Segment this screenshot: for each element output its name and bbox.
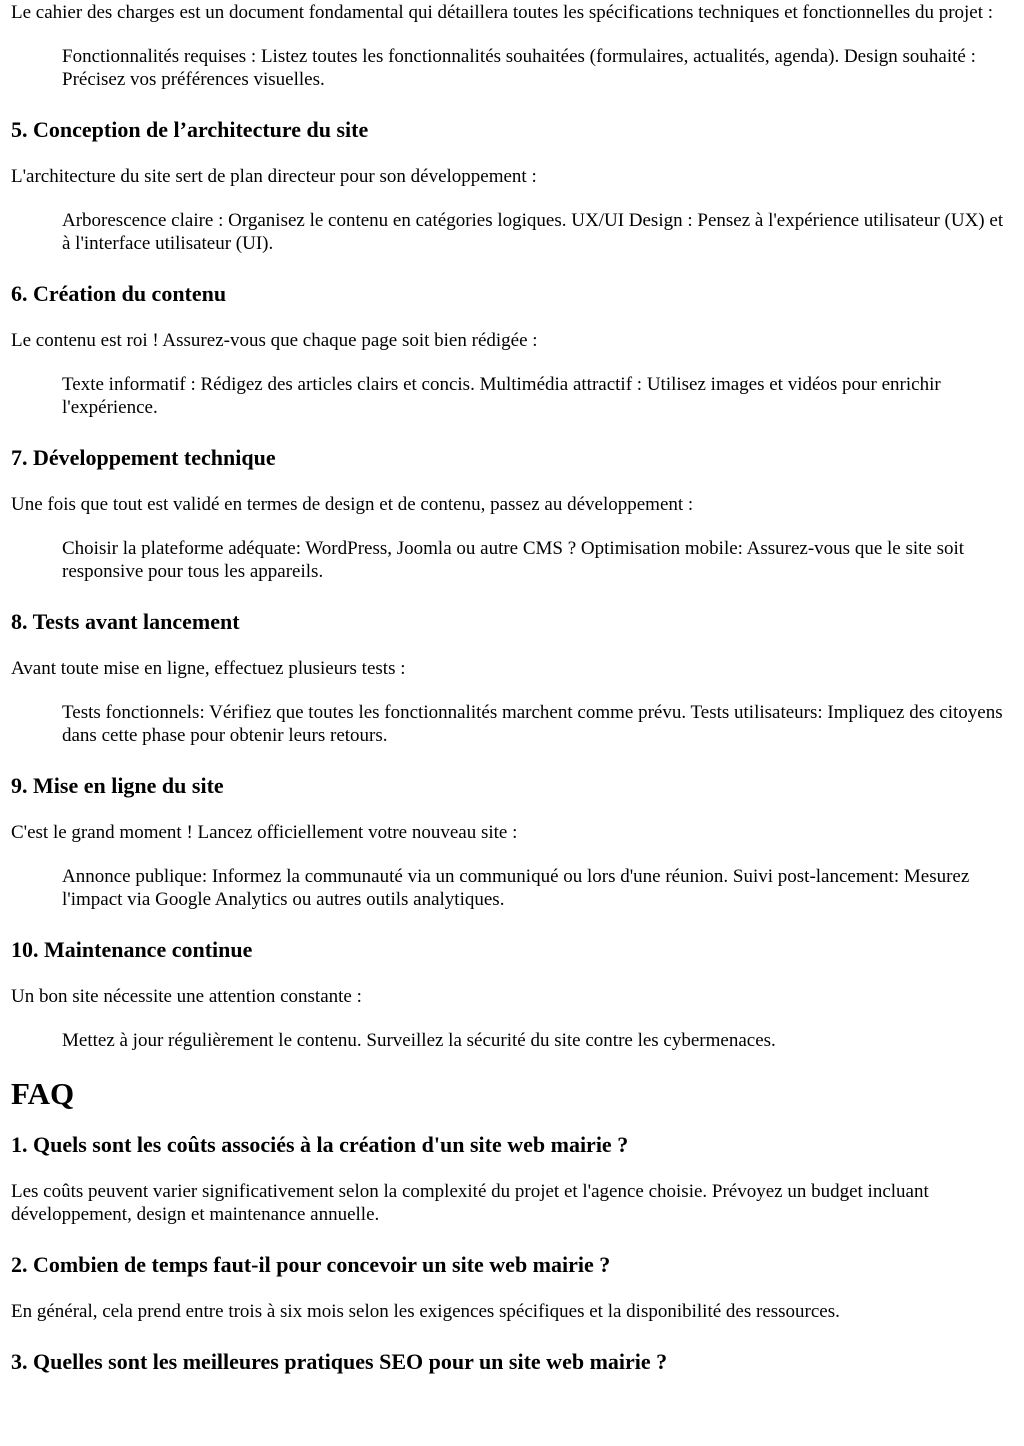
section-blockquote: Annonce publique: Informez la communauté via un communiqué ou lors d'une réunion. Suivi post-lancement: Mesurez l'impact via Google Analytics ou autres outils analytiques. xyxy=(62,866,970,910)
faq-question: 1. Quels sont les coûts associés à la création d'un site web mairie ? xyxy=(11,1132,629,1157)
section-heading-contenu: 6. Création du contenu xyxy=(11,281,227,306)
intro-paragraph: Le cahier des charges est un document fondamental qui détaillera toutes les spécifications techniques et fonctionnelles du projet : xyxy=(11,2,994,23)
section-blockquote: Arborescence claire : Organisez le contenu en catégories logiques. UX/UI Design : Pensez à l'expérience utilisateur (UX) et à l'interface utilisateur (UI). xyxy=(62,210,1004,254)
faq-title: FAQ xyxy=(11,1076,75,1111)
section-blockquote: Mettez à jour régulièrement le contenu. Surveillez la sécurité du site contre les cybermenaces. xyxy=(62,1030,776,1051)
section-heading-architecture: 5. Conception de l’architecture du site xyxy=(11,117,369,142)
faq-answer: En général, cela prend entre trois à six mois selon les exigences spécifiques et la disponibilité des ressources. xyxy=(11,1301,840,1322)
section-heading-developpement: 7. Développement technique xyxy=(11,445,276,470)
section-paragraph: Un bon site nécessite une attention constante : xyxy=(11,986,362,1007)
section-heading-mise-en-ligne: 9. Mise en ligne du site xyxy=(11,773,224,798)
section-blockquote: Choisir la plateforme adéquate: WordPress, Joomla ou autre CMS ? Optimisation mobile: Assurez-vous que le site soit responsive pour tous les appareils. xyxy=(62,538,965,582)
faq-question: 2. Combien de temps faut-il pour concevoir un site web mairie ? xyxy=(11,1252,611,1277)
section-paragraph: Avant toute mise en ligne, effectuez plusieurs tests : xyxy=(11,658,406,679)
faq-question: 3. Quelles sont les meilleures pratiques SEO pour un site web mairie ? xyxy=(11,1349,668,1374)
intro-blockquote: Fonctionnalités requises : Listez toutes les fonctionnalités souhaitées (formulaires, actualités, agenda). Design souhaité : Précisez vos préférences visuelles. xyxy=(62,46,976,90)
section-paragraph: Le contenu est roi ! Assurez-vous que chaque page soit bien rédigée : xyxy=(11,330,538,351)
section-paragraph: Une fois que tout est validé en termes de design et de contenu, passez au développement : xyxy=(11,494,694,515)
section-paragraph: C'est le grand moment ! Lancez officiellement votre nouveau site : xyxy=(11,822,518,843)
section-blockquote: Tests fonctionnels: Vérifiez que toutes les fonctionnalités marchent comme prévu. Tests utilisateurs: Impliquez des citoyens dans cette phase pour obtenir leurs retours. xyxy=(62,702,1003,746)
section-heading-maintenance: 10. Maintenance continue xyxy=(11,937,253,962)
faq-answer: Les coûts peuvent varier significativement selon la complexité du projet et l'agence choisie. Prévoyez un budget incluant développement, design et maintenance annuelle. xyxy=(11,1181,929,1225)
section-heading-tests: 8. Tests avant lancement xyxy=(11,609,240,634)
section-paragraph: L'architecture du site sert de plan directeur pour son développement : xyxy=(11,166,537,187)
section-blockquote: Texte informatif : Rédigez des articles clairs et concis. Multimédia attractif : Utilisez images et vidéos pour enrichir l'expérience. xyxy=(62,374,941,418)
